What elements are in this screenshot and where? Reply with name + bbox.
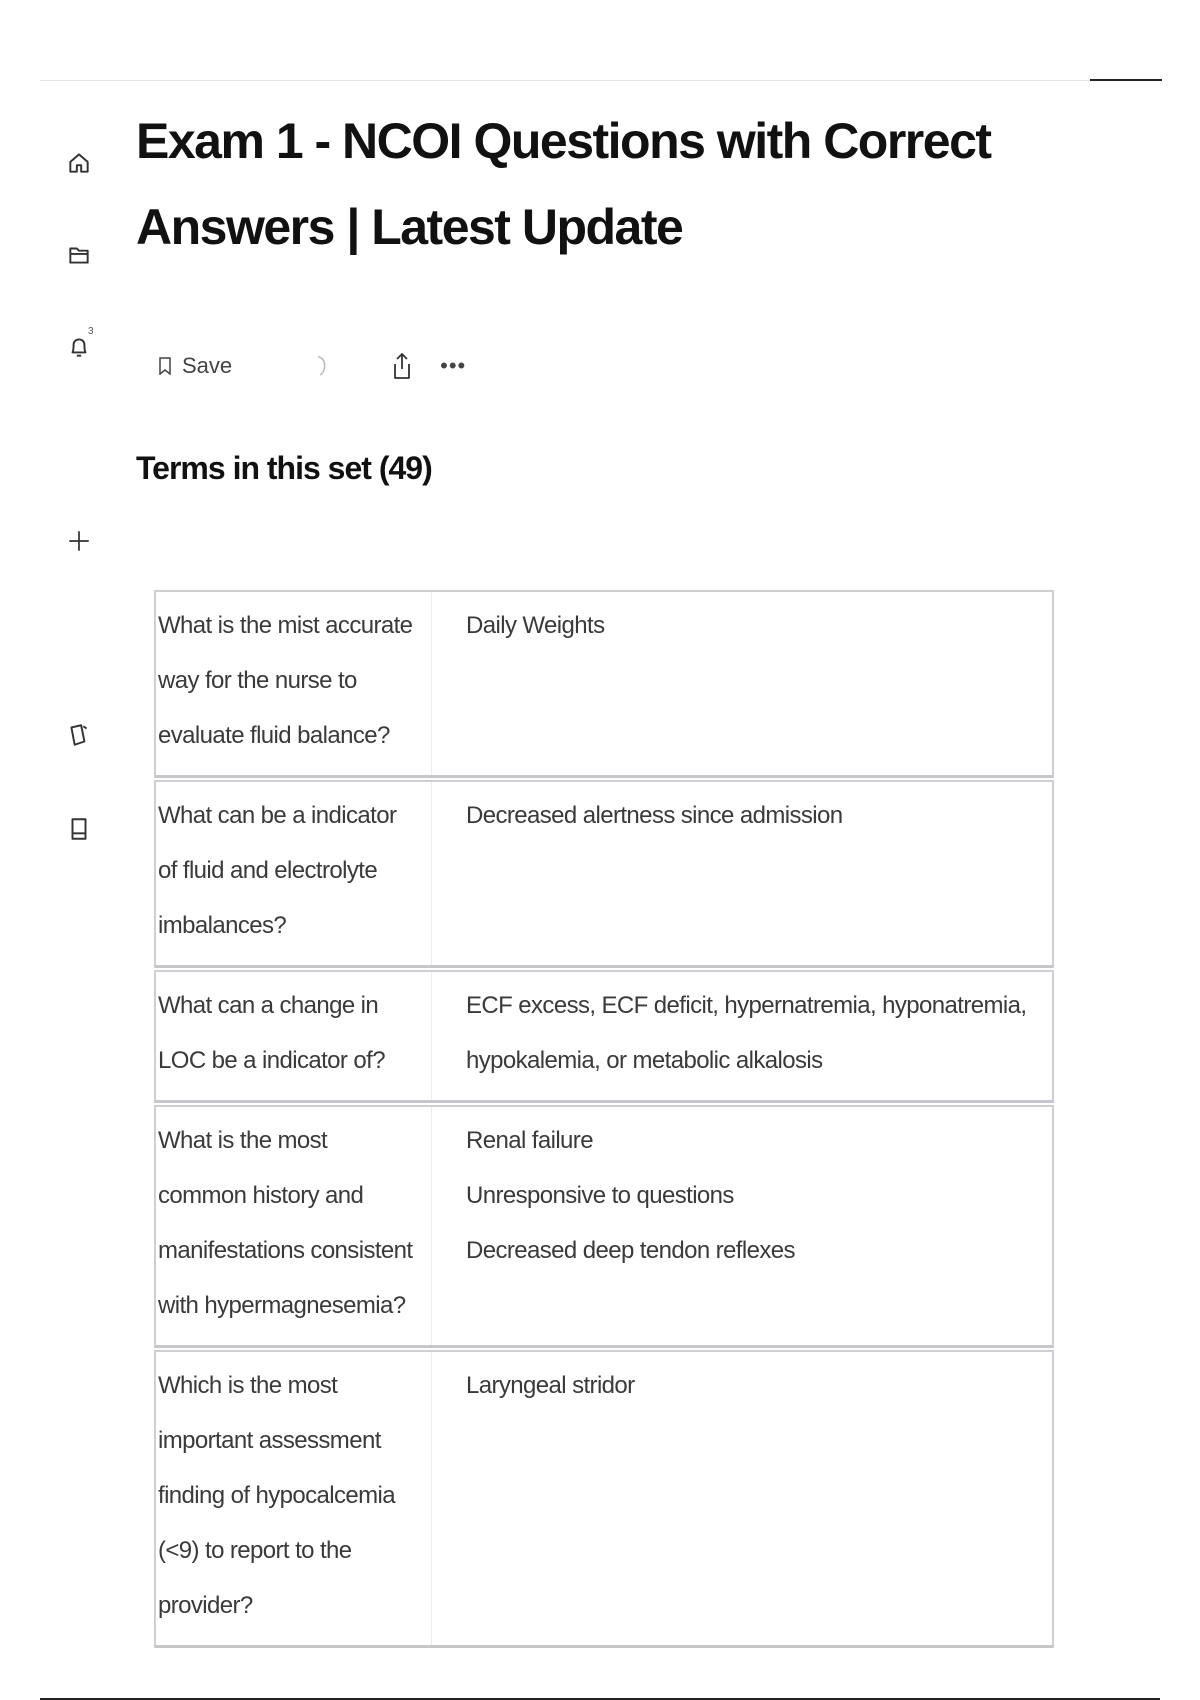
term-row[interactable] [154, 1350, 1054, 1648]
top-divider [40, 80, 1120, 81]
bookmark-icon [158, 357, 172, 375]
term-row[interactable] [154, 780, 1054, 968]
page-title: Exam 1 - NCOI Questions with Correct Answers | Latest Update [136, 113, 991, 255]
term-answer [432, 1107, 1052, 1345]
term-question: What can a change in LOC be a indicator of? [156, 972, 432, 1100]
toolbar [158, 346, 466, 386]
undo-icon [310, 351, 334, 381]
folder-icon[interactable] [64, 240, 94, 270]
answer-line: Decreased deep tendon reflexes [466, 1237, 795, 1264]
answer-line: Decreased alertness since admission [466, 802, 843, 829]
undo-button[interactable] [310, 351, 334, 381]
term-question: What is the most common history and manifestations consistent with hypermagnesemia? [156, 1107, 432, 1345]
notification-count: 3 [88, 326, 94, 337]
terms-heading [136, 450, 432, 487]
save-label: Save [182, 353, 233, 378]
home-icon[interactable] [64, 148, 94, 178]
term-row[interactable] [154, 590, 1054, 778]
answer-line: Laryngeal stridor [466, 1372, 635, 1399]
term-answer [432, 592, 1052, 775]
more-options-button[interactable]: ••• [440, 353, 467, 378]
cards-icon[interactable] [64, 720, 94, 750]
answer-line: ECF excess, ECF deficit, hypernatremia, hyponatremia, hypokalemia, or metabolic alkalosis [466, 992, 1027, 1074]
terms-count: (49) [378, 450, 432, 486]
answer-line: Renal failure [466, 1127, 593, 1154]
share-icon [390, 350, 414, 382]
bell-icon[interactable] [64, 326, 94, 362]
term-answer [432, 972, 1052, 1100]
book-icon[interactable] [64, 814, 94, 844]
plus-icon[interactable] [64, 526, 94, 556]
term-answer [432, 782, 1052, 965]
term-row[interactable] [154, 1105, 1054, 1348]
term-question: What can be a indicator of fluid and electrolyte imbalances? [156, 782, 432, 965]
save-button[interactable] [158, 353, 232, 379]
answer-line: Daily Weights [466, 612, 605, 639]
share-button[interactable] [388, 348, 416, 384]
top-accent-line [1090, 79, 1162, 81]
terms-list [154, 590, 1054, 1650]
term-question: What is the mist accurate way for the nurse to evaluate fluid balance? [156, 592, 432, 775]
term-answer [432, 1352, 1052, 1645]
term-question: Which is the most important assessment finding of hypocalcemia (<9) to report to the provider? [156, 1352, 432, 1645]
terms-heading-label: Terms in this set [136, 450, 371, 486]
term-row[interactable] [154, 970, 1054, 1103]
answer-line: Unresponsive to questions [466, 1182, 734, 1209]
